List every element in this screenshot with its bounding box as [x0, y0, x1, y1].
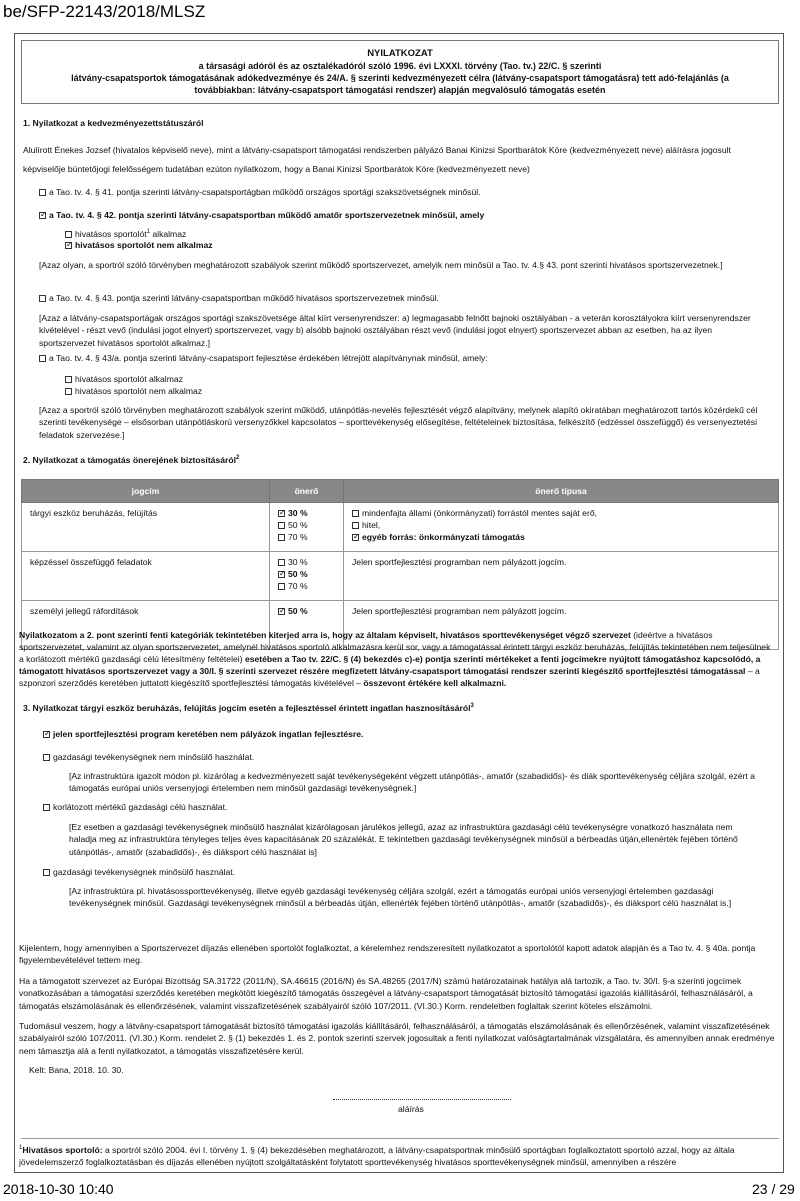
footnote: $^1$Hivatásos sportoló: a sportról szóló 2004. évi I. törvény 1. § (4) bekezdésében meghatározott, a látvány-csapatsportnak minősülő sportágban foglalkoztatott sportoló azzal, hogy az általa jövedelemszerző foglalkoztatásban és díjazás ellenében nyújtott szolgáltatásként folytatott sporttevékenység hivatásos sporttevékenységnek minősül, amennyiben a részére — [19, 1145, 735, 1168]
percent-option[interactable]: ✓ 30 % — [278, 507, 335, 519]
checkbox-icon[interactable] — [278, 522, 285, 529]
s3-note-2: [Az infrastruktúra igazolt módon pl. kizárólag a kedvezményezett saját tevékenységeként végzett utánpótlás-, amatőr (szabadidős)- és diák sporttevékenység céljára szolgál, ezért a támogatás európai uniós versenyjogi értelemben nem minősül gazdasági tevékenységnek.] — [69, 771, 755, 794]
s1-option-4[interactable]: a Tao. tv. 4. § 43/a. pontja szerinti látvány-csapatsport fejlesztése érdekében létrejött alapítványnak minősül, amely: — [39, 352, 488, 364]
checked-checkbox-icon[interactable] — [278, 608, 285, 615]
s1-option-4b[interactable]: hivatásos sportolót nem alkalmaz — [65, 385, 202, 397]
column-header: önerő — [270, 480, 344, 503]
column-header: jogcím — [22, 480, 270, 503]
section-1-heading: 1. Nyilatkozat a kedvezményezettstátuszáról — [23, 118, 204, 128]
closing-paragraph-2: Ha a támogatott szervezet az Európai Bizottság SA.31722 (2011/N), SA.46615 (2016/N) és SA.48265 (2017/N) számú határozatainak hatálya alá tartozik, a Tao. tv. 30/I. §-a szerinti jogcímek vonatkozásában a támogatási szerződés keretében megkötött kiegészítő támogatás összegével a látvány-csapatsport támogatását biztosító támogatási igazolás kiállításáról, felhasználásáról, a támogatás elszámolásának és ellenőrzésének, valamint visszafizetésének szabályairól szóló 107/2011. (VI.30.) Korm. rendeletben foglaltak szerint köteles elszámolni. — [19, 976, 753, 1011]
onero-cell — [270, 503, 344, 552]
jogcim-cell: képzéssel összefüggő feladatok — [22, 552, 270, 601]
signature-line — [333, 1099, 511, 1100]
checked-checkbox-icon[interactable] — [352, 534, 359, 541]
s3-note-3: [Ez esetben a gazdasági tevékenységnek minősülő használat kizárólagosan járulékos jellegű, azaz az infrastruktúra gazdasági célú tevékenységre vonatkozó használata nem haladja meg az infrastruktúra tényleges teljes éves kapacitásának 20 százalékát. E tekintetben gazdasági tevékenységnek minősül a bérbeadás útján,ellenérték fejében történő utánpótlás-, amatőr (szabadidős)-, és diáksport célú használat is] — [69, 822, 738, 857]
footer-timestamp: 2018-10-30 10:40 — [3, 1181, 114, 1197]
checkbox-icon[interactable] — [43, 754, 50, 761]
s3-option-2[interactable]: gazdasági tevékenységnek nem minősülő használat. — [43, 751, 254, 763]
s3-option-3[interactable]: korlátozott mértékű gazdasági célú használat. — [43, 801, 227, 813]
s1-note-2: [Azaz olyan, a sportról szóló törvényben meghatározott szabályok szerint működő sportszervezet, amelyik nem minősül a Tao. tv. 4.§ 43. pont szerinti hivatásos sportszervezetnek.] — [39, 260, 723, 270]
s1-note-3: [Azaz a látvány-csapatsportágak országos sportági szakszövetsége által kiírt versenyrendszer: a) legmagasabb felnőtt bajnoki osztályában - a veterán korosztályokra kiírt versenyrendszer kivételével - részt vevő (indulási jogot elnyert) sportszervezet, vagy b) alsóbb bajnoki osztályában részt vevő (indulási jogot elnyert) sportszervezet abban az esetben, ha az ilyen sportszervezet hivatásos sportolót alkalmaz.] — [39, 313, 751, 348]
jogcim-cell: tárgyi eszköz beruházás, felújítás — [22, 503, 270, 552]
column-header: önerő típusa — [344, 480, 779, 503]
percent-option[interactable]: ✓50 % — [278, 568, 335, 580]
percent-option[interactable]: 30 % — [278, 556, 335, 568]
document-id: be/SFP-22143/2018/MLSZ — [3, 2, 206, 21]
checked-checkbox-icon[interactable] — [65, 242, 72, 249]
type-option[interactable]: mindenfajta állami (önkormányzati) forrástól mentes saját erő, — [352, 507, 770, 519]
s3-option-1[interactable]: ✓jelen sportfejlesztési program keretében nem pályázok ingatlan fejlesztésre. — [43, 728, 363, 740]
percent-option[interactable]: 70 % — [278, 580, 335, 592]
s1-option-4a[interactable]: hivatásos sportolót alkalmaz — [65, 373, 183, 385]
s2-statement: Nyilatkozatom a 2. pont szerinti fenti kategóriák tekintetében kiterjed arra is, hogy az általam képviselt, hivatásos sporttevékenységet végző szervezet (ideértve a hivatásos sportszervezetet, valamint az olyan sportszervezetet, amelynél hivatásos sportoló alkalmazásra kerül sor, vagy a támogatással érintett tárgyi eszköz beruházás, felújítás tekintetében nem teljesülnek a korlátozott mértékű gazdasági célú létesítmény feltételei) esetében a Tao tv. 22/C. § (4) bekezdés c)-e) pontja szerinti mértékeket a fenti jogcímekre nyújtott támogatáshoz kapcsolódó, a támogatott hivatásos sportszervezet vagy a 30/I. § szerinti szervezet részére megfizetett látvány-csapatsport támogatási rendszer szerinti kiegészítő sportfejlesztési támogatással – a szponzori szerződés keretében juttatott kiegészítő sportfejlesztési támogatás kivételével – összevont értékére kell alkalmazni. — [19, 630, 771, 689]
closing-paragraph-3: Tudomásul veszem, hogy a látvány-csapatsport támogatását biztosító támogatási igazolás kiállításáról, felhasználásáról, a támogatás elszámolásának és ellenőrzésének, valamint visszafizetésének szabályairól szóló 107/2011. (VI.30.) Korm. rendelet 2. § (1) bekezdés 1. és 2. pontok szerinti szervek jogosultak a fenti nyilatkozat valóságtartalmának vizsgálatára, és amennyiben annak eredménye nem támasztja alá a fenti nyilatkozatot, a támogatás visszafizetésére kerül. — [19, 1021, 775, 1056]
checkbox-icon[interactable] — [43, 869, 50, 876]
s1-intro-line-2: képviselője büntetőjogi felelősségem tudatában ezúton nyilatkozom, hogy a Banai Kinizsi Sportbarátok Köre (kedvezményezett neve) — [23, 164, 530, 174]
signature-label: aláírás — [398, 1104, 424, 1114]
header-line-2: látvány-csapatsportok támogatásának adókedvezménye és 24/A. § szerinti kedvezményezett célra (látvány-csapatsport támogatásra) tett adó-felajánlás (a — [71, 73, 729, 83]
s1-option-3[interactable]: a Tao. tv. 4. § 43. pontja szerinti látvány-csapatsportban működő hivatásos sportszervezetnek minősül. — [39, 292, 439, 304]
percent-option[interactable]: 50 % — [278, 519, 335, 531]
checkbox-icon[interactable] — [65, 388, 72, 395]
s1-option-1[interactable]: a Tao. tv. 4. § 41. pontja szerinti látvány-csapatsportágban működő országos sportági szakszövetségnek minősül. — [39, 186, 481, 198]
checked-checkbox-icon[interactable] — [43, 731, 50, 738]
table-row — [22, 503, 779, 552]
type-option: Jelen sportfejlesztési programban nem pályázott jogcím. — [352, 606, 567, 616]
checked-checkbox-icon[interactable] — [278, 571, 285, 578]
type-option: Jelen sportfejlesztési programban nem pályázott jogcím. — [352, 557, 567, 567]
page-title: NYILATKOZAT — [367, 48, 433, 59]
type-option[interactable]: hitel, — [352, 519, 770, 531]
table-header-row — [22, 480, 779, 503]
checkbox-icon[interactable] — [278, 583, 285, 590]
support-table — [21, 479, 779, 650]
place-and-date: Kelt: Bana, 2018. 10. 30. — [29, 1065, 124, 1075]
checkbox-icon[interactable] — [65, 376, 72, 383]
closing-paragraph-1: Kijelentem, hogy amennyiben a Sportszervezet díjazás ellenében sportolót foglalkoztat, a kérelemhez rendszeresített nyilatkozatot a sportolótól kapott adatok alapján és a Tao tv. 4. § 40a. pontja figyelembevételével tettem meg. — [19, 943, 756, 966]
s1-intro-line-1: Alulírott Énekes Jozsef (hivatalos képviselő neve), mint a látvány-csapatsport támogatási rendszerben pályázó Banai Kinizsi Sportbarátok Köre (kedvezményezett neve) aláírásra jogosult — [23, 145, 731, 155]
header-box — [21, 40, 779, 104]
onero-tipusa-cell — [344, 552, 779, 601]
section-3-heading: 3. Nyilatkozat tárgyi eszköz beruházás, felújítás jogcím esetén a fejlesztéssel érintett ingatlan hasznosításáról$^3$ — [23, 703, 474, 713]
checkbox-icon[interactable] — [352, 510, 359, 517]
checkbox-icon[interactable] — [39, 295, 46, 302]
checked-checkbox-icon[interactable] — [39, 212, 46, 219]
footnote-divider — [21, 1138, 779, 1139]
s3-note-4: [Az infrastruktúra pl. hivatásossporttevékenység, illetve egyéb gazdasági tevékenység céljára szolgál, ezért a támogatás európai uniós versenyjogi értelemben gazdasági tevékenységnek minősül. Gazdasági tevékenységnek minősül a bérbeadás útján, ellenérték fejében történő utánpótlás-, amatőr (szabadidős)-, és diáksport célú használat is.] — [69, 886, 732, 909]
percent-option[interactable]: ✓ 50 % — [278, 605, 335, 617]
s1-option-2b[interactable]: ✓hivatásos sportolót nem alkalmaz — [65, 239, 213, 251]
s1-note-4: [Azaz a sportról szóló törvényben meghatározott szabályok szerint működő, utánpótlás-nevelés fejlesztését végző alapítvány, melynek alapító okiratában meghatározott tartós közérdekű cél szerinti tevékenysége – elsősorban utánpótláskorú versenyzőkkel kapcsolatos – sporttevékenység elősegítése, feltételeinek biztosítása, felkészítő (edzéssel összefüggő) és versenyeztetési feladatok szervezése.] — [39, 405, 758, 440]
checked-checkbox-icon[interactable] — [278, 510, 285, 517]
s1-option-2[interactable]: ✓a Tao. tv. 4. § 42. pontja szerinti látvány-csapatsportban működő amatőr sportszervezetnek minősül, amely — [39, 209, 484, 221]
checkbox-icon[interactable] — [65, 231, 72, 238]
section-2-heading: 2. Nyilatkozat a támogatás önerejének biztosításáról$^2$ — [23, 455, 240, 465]
jogcim-cell: személyi jellegű ráfordítások — [22, 601, 270, 650]
header-line-1: a társasági adóról és az osztalékadóról szóló 1996. évi LXXXI. törvény (Tao. tv.) 22/C. § szerinti — [198, 61, 602, 71]
onero-cell — [270, 552, 344, 601]
declaration-form — [14, 33, 784, 1173]
onero-tipusa-cell — [344, 503, 779, 552]
type-option[interactable]: ✓egyéb forrás: önkormányzati támogatás — [352, 531, 770, 543]
checkbox-icon[interactable] — [352, 522, 359, 529]
s1-option-2a[interactable]: hivatásos sportolót$^1$ alkalmaz — [65, 228, 186, 240]
s3-option-4[interactable]: gazdasági tevékenységnek minősülő használat. — [43, 866, 235, 878]
checkbox-icon[interactable] — [43, 804, 50, 811]
page-number: 23 / 29 — [752, 1181, 795, 1197]
checkbox-icon[interactable] — [39, 189, 46, 196]
checkbox-icon[interactable] — [278, 559, 285, 566]
header-line-3: továbbiakban: látvány-csapatsport támogatási rendszer) alapján megvalósuló támogatás esetén — [194, 85, 606, 95]
checkbox-icon[interactable] — [278, 534, 285, 541]
checkbox-icon[interactable] — [39, 355, 46, 362]
percent-option[interactable]: 70 % — [278, 531, 335, 543]
table-row — [22, 552, 779, 601]
